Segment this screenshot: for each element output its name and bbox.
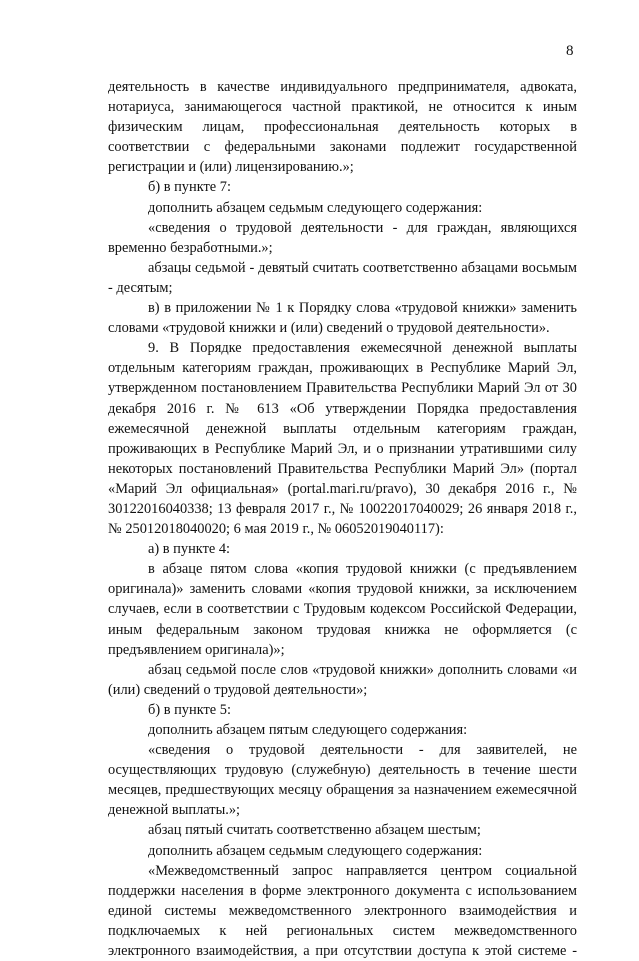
paragraph-renumber: абзацы седьмой - девятый считать соответственно абзацами восьмым - десятым; xyxy=(108,259,577,296)
paragraph-quote-applicants: «сведения о трудовой деятельности - для заявителей, не осуществляющих трудовую (служебную) деятельность в течение шести месяцев, предшествующих месяцу обращения за назначением ежемесячной денежной выплаты.»; xyxy=(108,742,577,819)
paragraph-section-9: 9. В Порядке предоставления ежемесячной денежной выплаты отдельным категориям граждан, проживающих в Республике Марий Эл, утвержденном постановлением Правительства Республики Марий Эл от 30 декабря 2016 г. № 613 «Об утверждении Порядка предоставления ежемесячной денежной выплаты отдельным категориям граждан, проживающих в Республике Марий Эл, и о признании утратившими силу некоторых постановлений Правительства Республики Марий Эл» (портал «Марий Эл официальная» (portal.mari.ru/pravo), 30 декабря 2016 г., № 30122016040338; 13 февраля 2017 г., № 10022017040029; 26 января 2018 г., № 25012018040020; 6 мая 2019 г., № 06052019040117): xyxy=(108,340,577,538)
paragraph-fifth-abzac: в абзаце пятом слова «копия трудовой книжки (с предъявлением оригинала)» заменить словами «копия трудовой книжки, за исключением случаев, если в соответствии с Трудовым кодексом Российской Федерации, иным федеральным законом трудовая книжка не оформляется (с предъявлением оригинала)»; xyxy=(108,561,577,658)
paragraph-item-b-point-7: б) в пункте 7: xyxy=(148,179,231,196)
document-body xyxy=(108,77,577,961)
paragraph-interagency-request: «Межведомственный запрос направляется центром социальной поддержки населения в форме электронного документа с использованием единой системы межведомственного электронного взаимодействия и подключаемых к ней региональных систем межведомственного электронного взаимодействия, а при отсутствии доступа к этой системе - xyxy=(108,862,577,960)
paragraph-quote-unemployed: «сведения о трудовой деятельности - для граждан, являющихся временно безработными.»; xyxy=(108,219,577,256)
paragraph-seventh-abzac: абзац седьмой после слов «трудовой книжки» дополнить словами «и (или) сведений о трудовой деятельности»; xyxy=(108,661,577,698)
paragraph-add-fifth: дополнить абзацем пятым следующего содержания: xyxy=(148,722,468,738)
paragraph-item-b-point-5: б) в пункте 5: xyxy=(148,701,231,718)
paragraph-renumber-fifth: абзац пятый считать соответственно абзацем шестым; xyxy=(148,822,481,839)
paragraph-item-v-appendix: в) в приложении № 1 к Порядку слова «трудовой книжки» заменить словами «трудовой книжки и (или) сведений о трудовой деятельности». xyxy=(108,300,577,337)
paragraph-add-seventh-2: дополнить абзацем седьмым следующего содержания: xyxy=(148,842,483,859)
paragraph-item-a-point-4: а) в пункте 4: xyxy=(148,541,231,558)
page-number: 8 xyxy=(566,43,574,59)
paragraph-continuation: деятельность в качестве индивидуального предпринимателя, адвоката, нотариуса, занимающегося частной практикой, не относится к иным физическим лицам, профессиональная деятельность которых в соответствии с федеральными законами подлежит государственной регистрации и (или) лицензированию.»; xyxy=(108,79,577,176)
paragraph-add-seventh: дополнить абзацем седьмым следующего содержания: xyxy=(148,199,483,216)
